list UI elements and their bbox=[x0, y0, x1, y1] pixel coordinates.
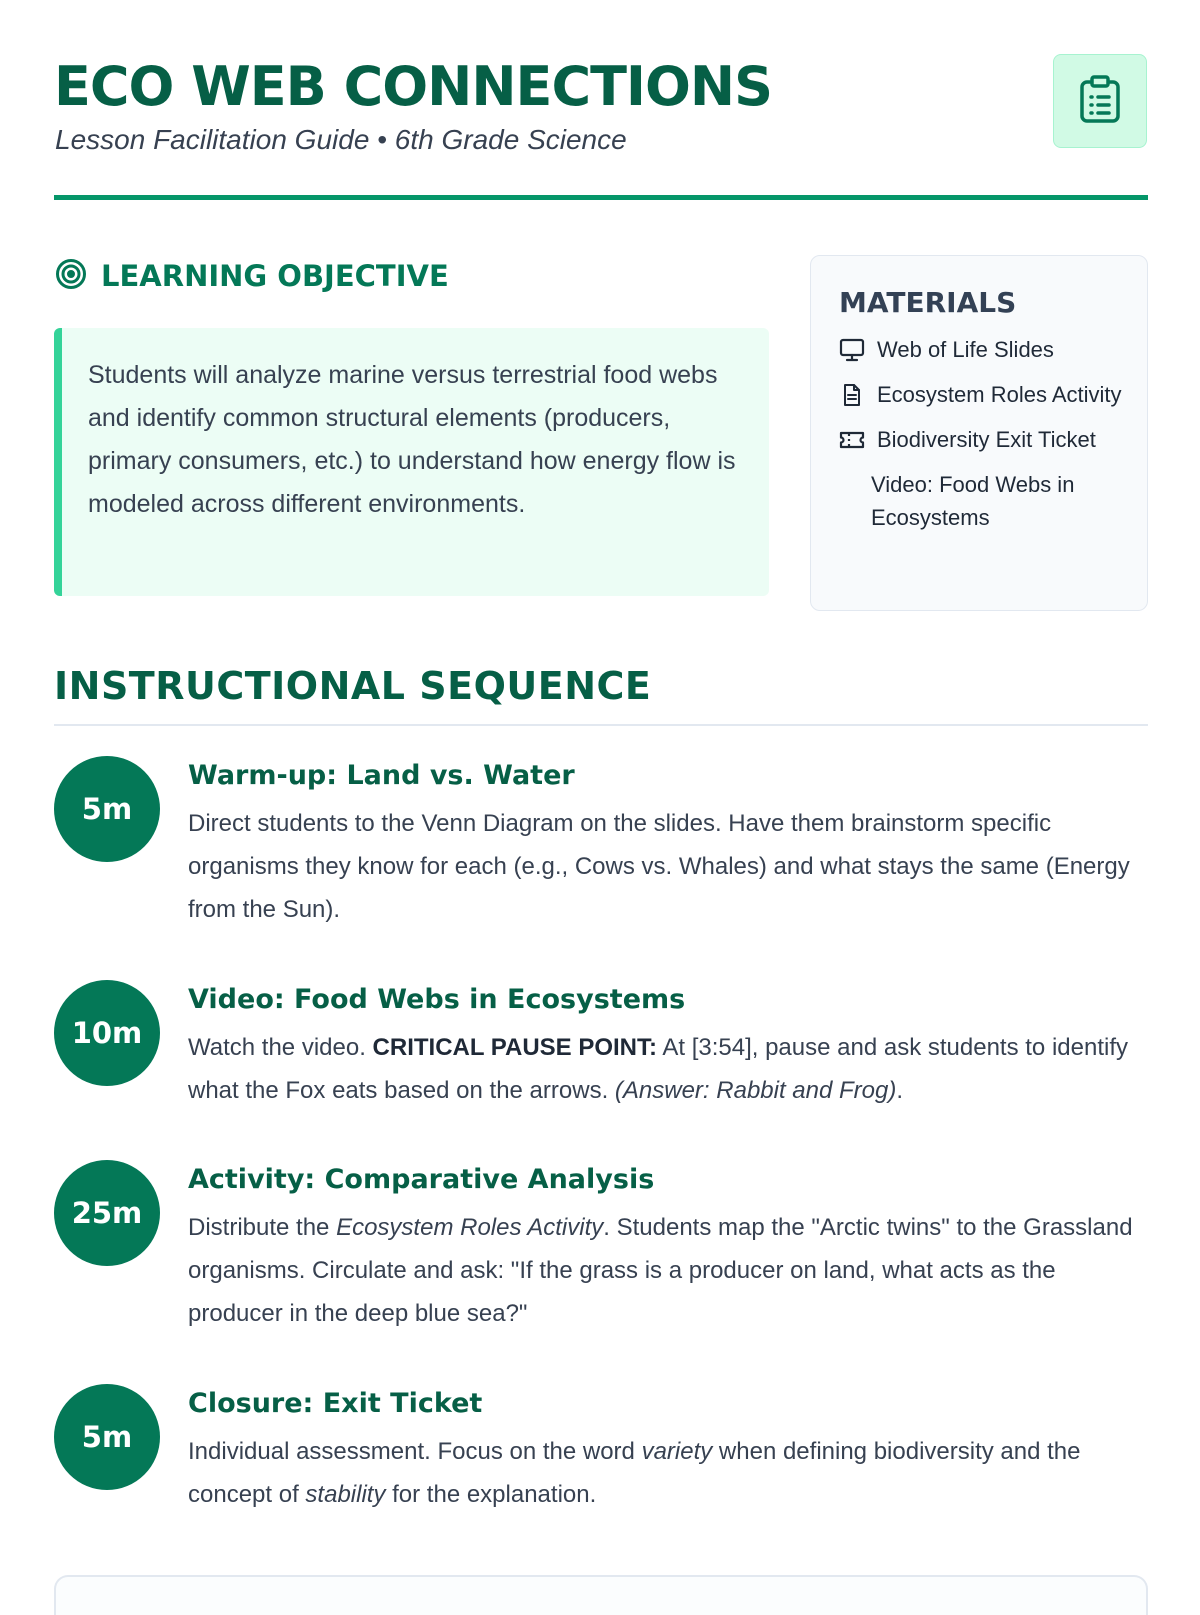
step-title: Activity: Comparative Analysis bbox=[188, 1164, 655, 1195]
material-label: Biodiversity Exit Ticket bbox=[877, 427, 1096, 452]
step-title: Warm-up: Land vs. Water bbox=[188, 760, 575, 791]
material-label: Web of Life Slides bbox=[877, 337, 1054, 362]
time-badge: 25m bbox=[54, 1160, 160, 1266]
material-item-video[interactable] bbox=[839, 468, 1127, 534]
document-icon bbox=[839, 383, 865, 407]
sequence-divider bbox=[54, 724, 1148, 726]
material-item-activity[interactable] bbox=[839, 378, 1127, 411]
step-description: Watch the video. CRITICAL PAUSE POINT: At [3:54], pause and ask students to identify what the Fox eats based on the arrows. (Answer: Rabbit and Frog). bbox=[188, 1034, 1128, 1104]
objective-text: Students will analyze marine versus terrestrial food webs and identify common structural elements (producers, primary consumers, etc.) to understand how energy flow is modeled across different environments. bbox=[54, 328, 769, 596]
sequence-heading: INSTRUCTIONAL SEQUENCE bbox=[54, 664, 652, 708]
material-item-exit-ticket[interactable] bbox=[839, 423, 1127, 456]
clipboard-button[interactable] bbox=[1053, 54, 1147, 148]
materials-list bbox=[839, 333, 1127, 534]
step-description: Direct students to the Venn Diagram on the slides. Have them brainstorm specific organisms they know for each (e.g., Cows vs. Whales) and what stays the same (Energy from the Sun). bbox=[188, 810, 1130, 923]
monitor-icon bbox=[839, 338, 865, 362]
material-label: Video: Food Webs in Ecosystems bbox=[871, 472, 1075, 530]
time-badge: 5m bbox=[54, 1384, 160, 1490]
ticket-icon bbox=[839, 430, 865, 450]
header-divider bbox=[54, 195, 1148, 200]
footer-card bbox=[54, 1575, 1148, 1615]
time-badge: 10m bbox=[54, 980, 160, 1086]
step-title: Video: Food Webs in Ecosystems bbox=[188, 984, 686, 1015]
page-subtitle: Lesson Facilitation Guide • 6th Grade Science bbox=[55, 124, 627, 155]
page-title: ECO WEB CONNECTIONS bbox=[54, 55, 772, 118]
target-icon bbox=[55, 258, 87, 294]
materials-card bbox=[810, 255, 1148, 611]
material-label: Ecosystem Roles Activity bbox=[877, 382, 1122, 407]
material-item-slides[interactable] bbox=[839, 333, 1127, 366]
time-badge: 5m bbox=[54, 756, 160, 862]
materials-heading: MATERIALS bbox=[839, 286, 1017, 319]
clipboard-list-icon bbox=[1079, 75, 1121, 127]
objective-heading bbox=[55, 258, 449, 294]
step-description: Individual assessment. Focus on the word variety when defining biodiversity and the concept of stability for the explanation. bbox=[188, 1438, 1081, 1508]
step-title: Closure: Exit Ticket bbox=[188, 1388, 483, 1419]
step-description: Distribute the Ecosystem Roles Activity. Students map the "Arctic twins" to the Grassland organisms. Circulate and ask: "If the grass is a producer on land, what acts as the producer in the deep blue sea?" bbox=[188, 1214, 1133, 1327]
objective-heading-label: LEARNING OBJECTIVE bbox=[101, 259, 449, 293]
